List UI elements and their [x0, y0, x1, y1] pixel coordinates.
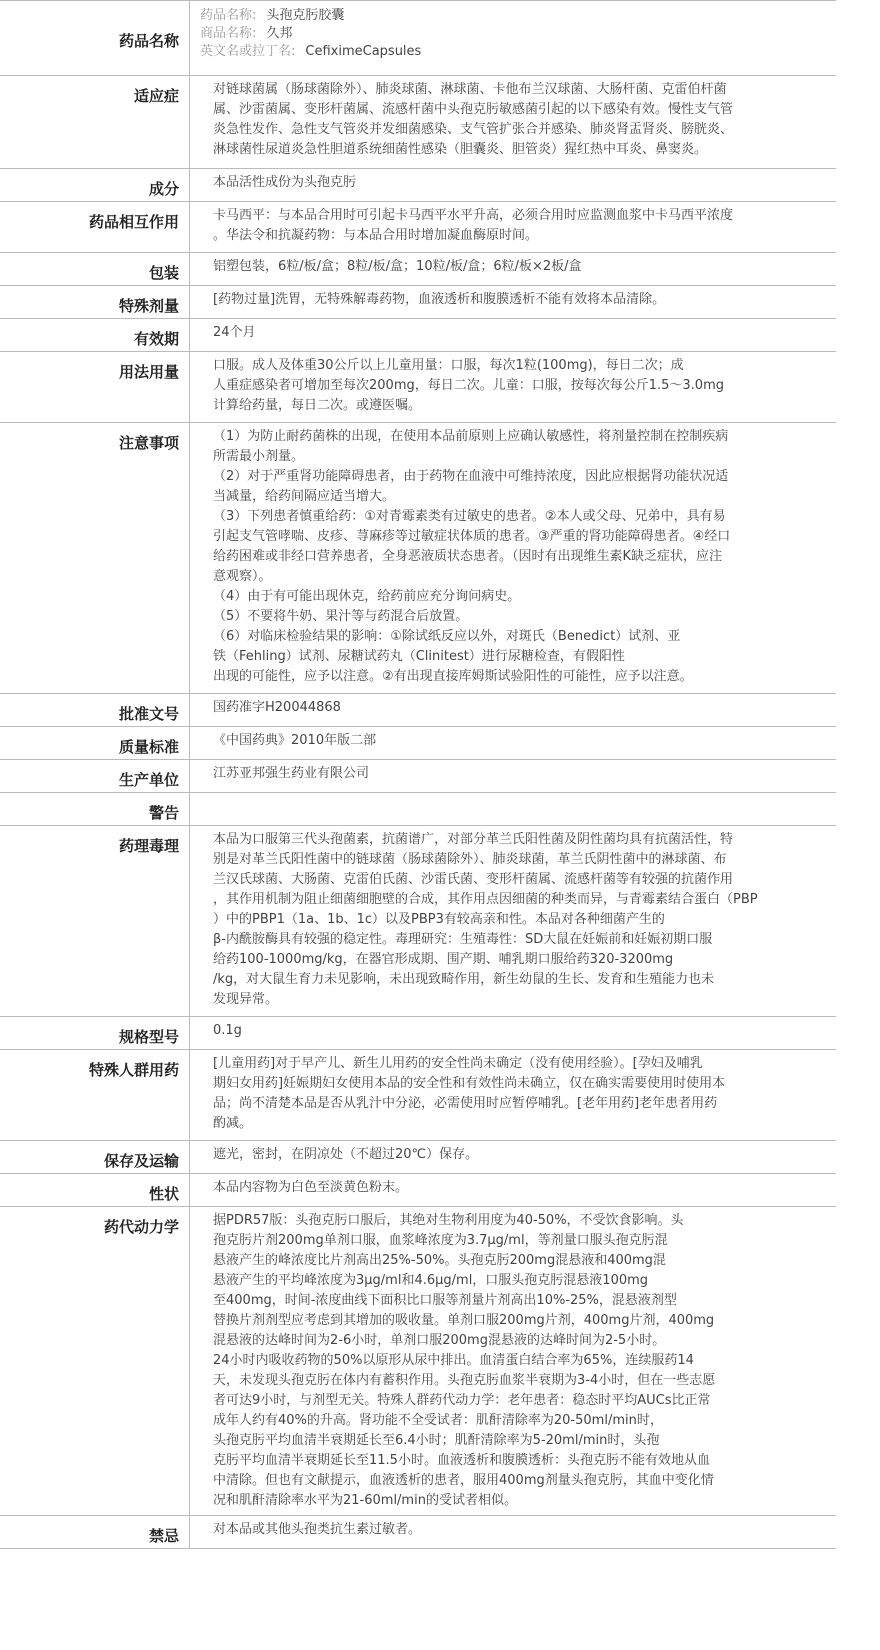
row-label: 有效期	[0, 319, 190, 351]
row-interactions	[0, 202, 836, 253]
english-name-line	[200, 43, 826, 61]
text-line: [药物过量]洗胃，无特殊解毒药物，血液透析和腹膜透析不能有效将本品清除。	[213, 292, 666, 307]
text-line: 国药准字H20044868	[213, 700, 341, 715]
row-pharmacokinetics	[0, 1207, 836, 1516]
row-drug-name	[0, 1, 836, 76]
text-line: 江苏亚邦强生药业有限公司	[213, 766, 370, 781]
text-line: 24个月	[213, 325, 256, 340]
text-line: （3）下列患者慎重给药：①对青霉素类有过敏史的患者。②本人或父母、兄弟中，具有易	[213, 509, 726, 524]
text-line: 悬液产生的峰浓度比片剂高出25%-50%。头孢克肟200mg混悬液和400mg混	[213, 1253, 666, 1268]
row-label: 特殊人群用药	[0, 1050, 190, 1140]
row-standard	[0, 727, 836, 760]
generic-name-value: 头孢克肟胶囊	[266, 8, 345, 23]
text-line: 头孢克肟平均血清半衰期延长至6.4小时；肌酐清除率为5-20ml/min时，头孢	[213, 1433, 660, 1448]
row-content	[190, 169, 836, 201]
row-label: 包装	[0, 253, 190, 285]
text-line: 当减量，给药间隔应适当增大。	[213, 489, 396, 504]
text-line: 《中国药典》2010年版二部	[213, 733, 377, 748]
text-line: 给药困难或非经口营养患者，全身恶液质状态患者。（因时有出现维生素K缺乏症状，应注	[213, 549, 723, 564]
text-line: 本品活性成份为头孢克肟	[213, 175, 357, 190]
text-line: 据PDR57版：头孢克肟口服后，其绝对生物利用度为40-50%，不受饮食影响。头	[213, 1213, 684, 1228]
text-line: 对本品或其他头孢类抗生素过敏者。	[213, 1522, 422, 1537]
text-line: 况和肌酐清除率水平为21-60ml/min的受试者相似。	[213, 1493, 517, 1508]
text-line: 本品为口服第三代头孢菌素，抗菌谱广，对部分革兰氏阳性菌及阴性菌均具有抗菌活性，特	[213, 832, 734, 847]
row-warning	[0, 793, 836, 826]
row-label: 适应症	[0, 76, 190, 168]
row-manufacturer	[0, 760, 836, 793]
row-content	[190, 253, 836, 285]
text-line: （6）对临床检验结果的影响：①除试纸反应以外，对斑氏（Benedict）试剂、亚	[213, 629, 681, 644]
text-line: 别是对革兰氏阳性菌中的链球菌（肠球菌除外）、肺炎球菌，革兰氏阴性菌中的淋球菌、布	[213, 852, 727, 867]
generic-name-line	[200, 7, 826, 25]
text-line: 。华法令和抗凝药物：与本品合用时增加凝血酶原时间。	[213, 228, 539, 243]
text-line: 遮光，密封，在阴凉处（不超过20℃）保存。	[213, 1147, 479, 1162]
row-usage	[0, 352, 836, 423]
trade-name-key: 商品名称:	[200, 26, 257, 41]
row-content	[190, 760, 836, 792]
row-label: 质量标准	[0, 727, 190, 759]
text-line: 引起支气管哮喘、皮疹、荨麻疹等过敏症状体质的患者。③严重的肾功能障碍患者。④经口	[213, 529, 731, 544]
row-label: 用法用量	[0, 352, 190, 422]
row-content	[190, 352, 836, 422]
text-line: 人重症感染者可增加至每次200mg，每日二次。儿童：口服，按每次每公斤1.5～3.0mg	[213, 378, 724, 393]
row-label: 禁忌	[0, 1516, 190, 1548]
row-label: 成分	[0, 169, 190, 201]
text-line: /kg，对大鼠生育力未见影响，未出现致畸作用，新生幼鼠的生长、发育和生殖能力也未	[213, 972, 715, 987]
row-pharmacology	[0, 826, 836, 1017]
text-line: 属、沙雷菌属、变形杆菌属、流感杆菌中头孢克肟敏感菌引起的以下感染有效。慢性支气管	[213, 102, 734, 117]
text-line: 成年人约有40%的升高。肾功能不全受试者：肌酐清除率为20-50ml/min时，	[213, 1413, 663, 1428]
text-line: 意观察）。	[213, 569, 272, 584]
row-packaging	[0, 253, 836, 286]
text-line: 品；尚不清楚本品是否从乳汁中分泌，必需使用时应暂停哺乳。[老年用药]老年患者用药	[213, 1096, 718, 1111]
text-line: 悬液产生的平均峰浓度为3μg/ml和4.6μg/ml，口服头孢克肟混悬液100mg	[213, 1273, 649, 1288]
row-content	[190, 793, 836, 825]
text-line: 酌减。	[213, 1116, 253, 1131]
row-validity	[0, 319, 836, 352]
row-label: 批准文号	[0, 694, 190, 726]
row-content	[190, 319, 836, 351]
text-line: ，其作用机制为阻止细菌细胞壁的合成，其作用点因细菌的种类而异，与青霉素结合蛋白（PBP	[213, 892, 758, 907]
row-label: 药理毒理	[0, 826, 190, 1016]
text-line: 克肟平均血清半衰期延长至11.5小时。血液透析和腹膜透析：头孢克肟不能有效地从血	[213, 1453, 710, 1468]
text-line: 中清除。但也有文献提示，血液透析的患者，服用400mg剂量头孢克肟，其血中变化情	[213, 1473, 714, 1488]
text-line: 口服。成人及体重30公斤以上儿童用量：口服，每次1粒(100mg)，每日二次；成	[213, 358, 684, 373]
text-line: （5）不要将牛奶、果汁等与药混合后放置。	[213, 609, 469, 624]
text-line: 计算给药量，每日二次。或遵医嘱。	[213, 398, 422, 413]
text-line: β-内酰胺酶具有较强的稳定性。毒理研究：生殖毒性：SD大鼠在妊娠前和妊娠初期口服	[213, 932, 713, 947]
row-content	[190, 1174, 836, 1206]
text-line: 至400mg，时间-浓度曲线下面积比口服等剂量片剂高出10%-25%，混悬液剂型	[213, 1293, 677, 1308]
row-label: 警告	[0, 793, 190, 825]
row-content	[190, 76, 836, 168]
row-storage	[0, 1141, 836, 1174]
row-appearance	[0, 1174, 836, 1207]
row-special-population	[0, 1050, 836, 1141]
text-line: 期妇女用药]妊娠期妇女使用本品的安全性和有效性尚未确立，仅在确实需要使用时使用本	[213, 1076, 726, 1091]
row-content	[190, 1207, 836, 1515]
row-content	[190, 826, 836, 1016]
text-line: 者可达9小时，与剂型无关。特殊人群药代动力学：老年患者：稳态时平均AUCs比正常	[213, 1393, 711, 1408]
row-label: 药品相互作用	[0, 202, 190, 252]
english-name-value: CefiximeCapsules	[305, 44, 422, 59]
text-line: 本品内容物为白色至淡黄色粉末。	[213, 1180, 409, 1195]
row-precautions	[0, 423, 836, 694]
text-line: 出现的可能性，应予以注意。②有出现直接库姆斯试验阳性的可能性，应予以注意。	[213, 669, 693, 684]
row-composition	[0, 169, 836, 202]
text-line: （2）对于严重肾功能障碍患者，由于药物在血液中可维持浓度，因此应根据肾功能状况适	[213, 469, 729, 484]
text-line: 24小时内吸收药物的50%以原形从尿中排出。血清蛋白结合率为65%，连续服药14	[213, 1353, 694, 1368]
english-name-key: 英文名或拉丁名:	[200, 44, 296, 59]
text-line: 所需最小剂量。	[213, 449, 305, 464]
row-content	[190, 1141, 836, 1173]
text-line: 孢克肟片剂200mg单剂口服，血浆峰浓度为3.7μg/ml，等剂量口服头孢克肟混	[213, 1233, 668, 1248]
row-label: 注意事项	[0, 423, 190, 693]
row-label: 药品名称	[0, 1, 190, 75]
row-label: 性状	[0, 1174, 190, 1206]
row-content	[190, 694, 836, 726]
row-content	[190, 1516, 836, 1548]
text-line: 铁（Fehling）试剂、尿糖试药丸（Clinitest）进行尿糖检查，有假阳性	[213, 649, 625, 664]
row-content	[190, 202, 836, 252]
row-content	[190, 286, 836, 318]
row-contraindications	[0, 1516, 836, 1549]
row-label: 保存及运输	[0, 1141, 190, 1173]
row-spec	[0, 1017, 836, 1050]
row-label: 规格型号	[0, 1017, 190, 1049]
text-line: 铝塑包装，6粒/板/盒；8粒/板/盒；10粒/板/盒；6粒/板×2板/盒	[213, 259, 582, 274]
row-label: 特殊剂量	[0, 286, 190, 318]
row-content	[190, 1, 836, 75]
trade-name-line	[200, 25, 826, 43]
row-content	[190, 423, 836, 693]
generic-name-key: 药品名称:	[200, 8, 257, 23]
row-content	[190, 1017, 836, 1049]
row-content	[190, 1050, 836, 1140]
text-line: （1）为防止耐药菌株的出现，在使用本品前原则上应确认敏感性，将剂量控制在控制疾病	[213, 429, 729, 444]
text-line: 卡马西平：与本品合用时可引起卡马西平水平升高，必须合用时应监测血浆中卡马西平浓度	[213, 208, 734, 223]
row-indications	[0, 76, 836, 169]
row-special-dosage	[0, 286, 836, 319]
row-content	[190, 727, 836, 759]
text-line: ）中的PBP1（1a、1b、1c）以及PBP3有较高亲和性。本品对各种细菌产生的	[213, 912, 665, 927]
row-approval	[0, 694, 836, 727]
text-line: 淋球菌性尿道炎急性胆道系统细菌性感染（胆囊炎、胆管炎）猩红热中耳炎、鼻窦炎。	[213, 142, 708, 157]
row-label: 生产单位	[0, 760, 190, 792]
text-line: 天，未发现头孢克肟在体内有蓄积作用。头孢克肟血浆半衰期为3-4小时，但在一些志愿	[213, 1373, 716, 1388]
text-line: [儿童用药]对于早产儿、新生儿用药的安全性尚未确定（没有使用经验）。[孕妇及哺乳	[213, 1056, 703, 1071]
text-line: 兰汉氏球菌、大肠菌、克雷伯氏菌、沙雷氏菌、变形杆菌属、流感杆菌等有较强的抗菌作用	[213, 872, 734, 887]
trade-name-value: 久邦	[266, 26, 293, 41]
text-line: 混悬液的达峰时间为2-6小时，单剂口服200mg混悬液的达峰时间为2-5小时。	[213, 1333, 666, 1348]
text-line: 给药100-1000mg/kg，在器官形成期、围产期、哺乳期口服给药320-3200mg	[213, 952, 674, 967]
text-line: 替换片剂剂型应考虑到其增加的吸收量。单剂口服200mg片剂，400mg片剂，400mg	[213, 1313, 715, 1328]
row-label: 药代动力学	[0, 1207, 190, 1515]
text-line: 炎急性发作、急性支气管炎并发细菌感染、支气管扩张合并感染、肺炎肾盂肾炎、膀胱炎、	[213, 122, 734, 137]
text-line: 发现异常。	[213, 992, 279, 1007]
text-line: 0.1g	[213, 1023, 242, 1038]
text-line: （4）由于有可能出现休克，给药前应充分询问病史。	[213, 589, 521, 604]
text-line: 对链球菌属（肠球菌除外）、肺炎球菌、淋球菌、卡他布兰汉球菌、大肠杆菌、克雷伯杆菌	[213, 82, 727, 97]
